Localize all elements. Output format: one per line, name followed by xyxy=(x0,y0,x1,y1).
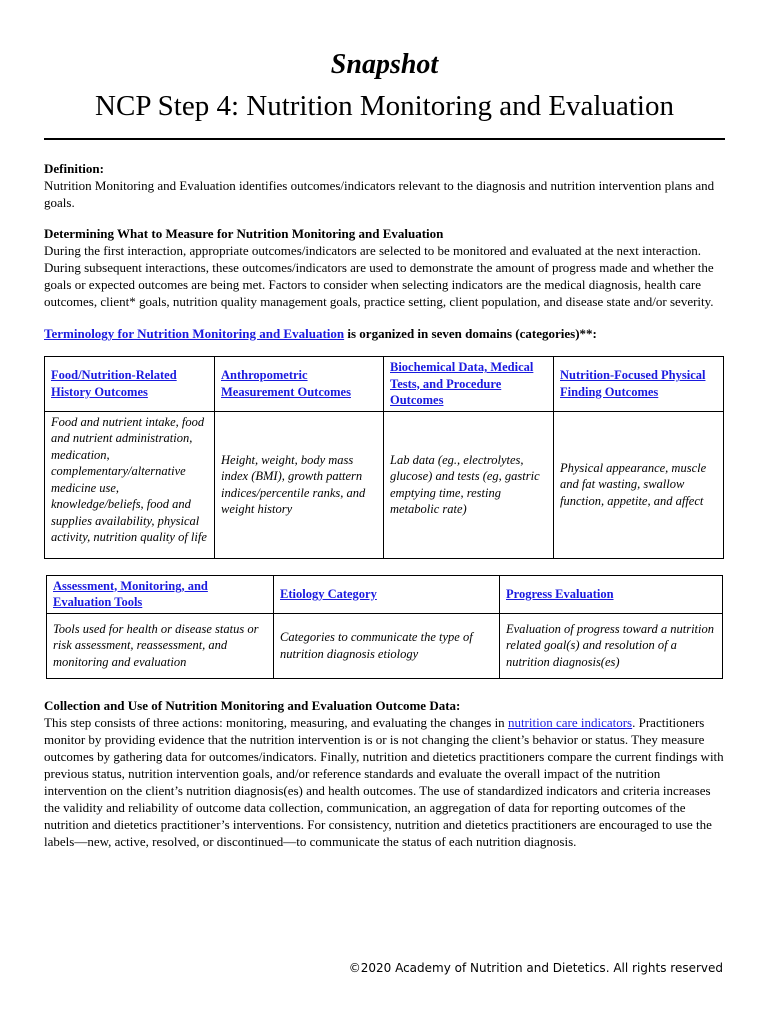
domains-table xyxy=(44,356,724,559)
domain-link-food-history[interactable]: Food/Nutrition-Related History Outcomes xyxy=(51,368,177,399)
determining-heading: Determining What to Measure for Nutrition Monitoring and Evaluation xyxy=(44,226,444,241)
tools-header-row xyxy=(47,575,723,613)
determining-text: During the first interaction, appropriate outcomes/indicators are selected to be monitored and evaluated at the next interaction. During subsequent interactions, these outcomes/indicators are used to demonstrate the amount of progress made and whether the goals or expected outcomes are being met. Factors to consider when selecting indicators are the medical diagnosis, health care outcomes, client* goals, nutrition quality management goals, practice setting, client population, and disease state and/or severity. xyxy=(44,243,714,309)
terminology-line xyxy=(44,325,725,342)
document-page xyxy=(44,48,725,850)
page-title: NCP Step 4: Nutrition Monitoring and Evaluation xyxy=(95,90,674,122)
terminology-link[interactable]: Terminology for Nutrition Monitoring and Evaluation xyxy=(44,326,345,341)
domain-cell-physical-finding: Physical appearance, muscle and fat wasting, swallow function, appetite, and affect xyxy=(554,411,724,558)
tools-link-etiology[interactable]: Etiology Category xyxy=(280,586,377,601)
tools-table xyxy=(46,575,723,679)
terminology-rest: is organized in seven domains (categories)**: xyxy=(344,326,597,341)
tools-header-progress xyxy=(500,575,723,613)
definition-text: Nutrition Monitoring and Evaluation identifies outcomes/indicators relevant to the diagnosis and nutrition intervention plans and goals. xyxy=(44,178,715,210)
domains-header-row xyxy=(45,357,724,412)
tools-link-assessment[interactable]: Assessment, Monitoring, and Evaluation Tools xyxy=(53,578,208,609)
determining-section xyxy=(44,225,725,310)
copyright-footer: ©2020 Academy of Nutrition and Dietetics. All rights reserved xyxy=(348,961,723,975)
tools-cell-etiology: Categories to communicate the type of nutrition diagnosis etiology xyxy=(274,613,500,678)
tools-cell-assessment: Tools used for health or disease status or risk assessment, reassessment, and monitoring and evaluation xyxy=(47,613,274,678)
tools-link-progress[interactable]: Progress Evaluation xyxy=(506,586,614,601)
definition-section xyxy=(44,160,725,211)
domain-header-anthropometric xyxy=(215,357,384,412)
domain-link-physical-finding[interactable]: Nutrition-Focused Physical Finding Outcomes xyxy=(560,368,706,399)
domain-cell-biochemical: Lab data (eg., electrolytes, glucose) and tests (eg, gastric emptying time, resting metabolic rate) xyxy=(384,411,554,558)
domain-link-anthropometric[interactable]: Anthropometric Measurement Outcomes xyxy=(221,368,351,399)
tools-header-assessment xyxy=(47,575,274,613)
domain-link-biochemical[interactable]: Biochemical Data, Medical Tests, and Procedure Outcomes xyxy=(390,360,534,407)
collection-text-after: . Practitioners monitor by providing evidence that the nutrition intervention is or is not changing the client’s behavior or status. They measure outcomes by gathering data for outcomes/indicators. Finally, nutrition and dietetics practitioners compare the current findings with previous status, nutrition intervention goals, and/or reference standards and evaluate the overall impact of the nutrition intervention on the client’s nutrition diagnosis(es) and health outcomes. The use of standardized indicators and criteria increases the validity and reliability of outcome data collection, communication, an aggregation of data for reporting outcomes of the nutrition and dietetics practitioner’s interventions. For consistency, nutrition and dietetics practitioners are encouraged to use the labels—new, active, resolved, or discontinued—to communicate the status of each nutrition diagnosis. xyxy=(44,714,724,849)
definition-heading: Definition: xyxy=(44,161,104,176)
title-divider xyxy=(44,138,725,140)
tools-header-etiology xyxy=(274,575,500,613)
domains-body-row xyxy=(45,411,724,558)
collection-heading: Collection and Use of Nutrition Monitoring and Evaluation Outcome Data: xyxy=(44,697,461,713)
tools-body-row xyxy=(47,613,723,678)
domain-header-food-history xyxy=(45,357,215,412)
domain-cell-anthropometric: Height, weight, body mass index (BMI), growth pattern indices/percentile ranks, and weight history xyxy=(215,411,384,558)
tools-cell-progress: Evaluation of progress toward a nutrition related goal(s) and resolution of a nutrition diagnosis(es) xyxy=(500,613,723,678)
collection-section xyxy=(44,697,725,850)
domain-cell-food-history: Food and nutrient intake, food and nutrient administration, medication, complementary/alternative medicine use, knowledge/beliefs, food and supplies availability, physical activity, nutrition quality of life xyxy=(45,411,215,558)
domain-header-physical-finding xyxy=(554,357,724,412)
collection-text xyxy=(44,714,725,850)
snapshot-label: Snapshot xyxy=(330,49,439,80)
domain-header-biochemical xyxy=(384,357,554,412)
nutrition-care-indicators-link[interactable]: nutrition care indicators xyxy=(507,714,633,730)
collection-text-before: This step consists of three actions: monitoring, measuring, and evaluating the changes in xyxy=(44,714,508,730)
